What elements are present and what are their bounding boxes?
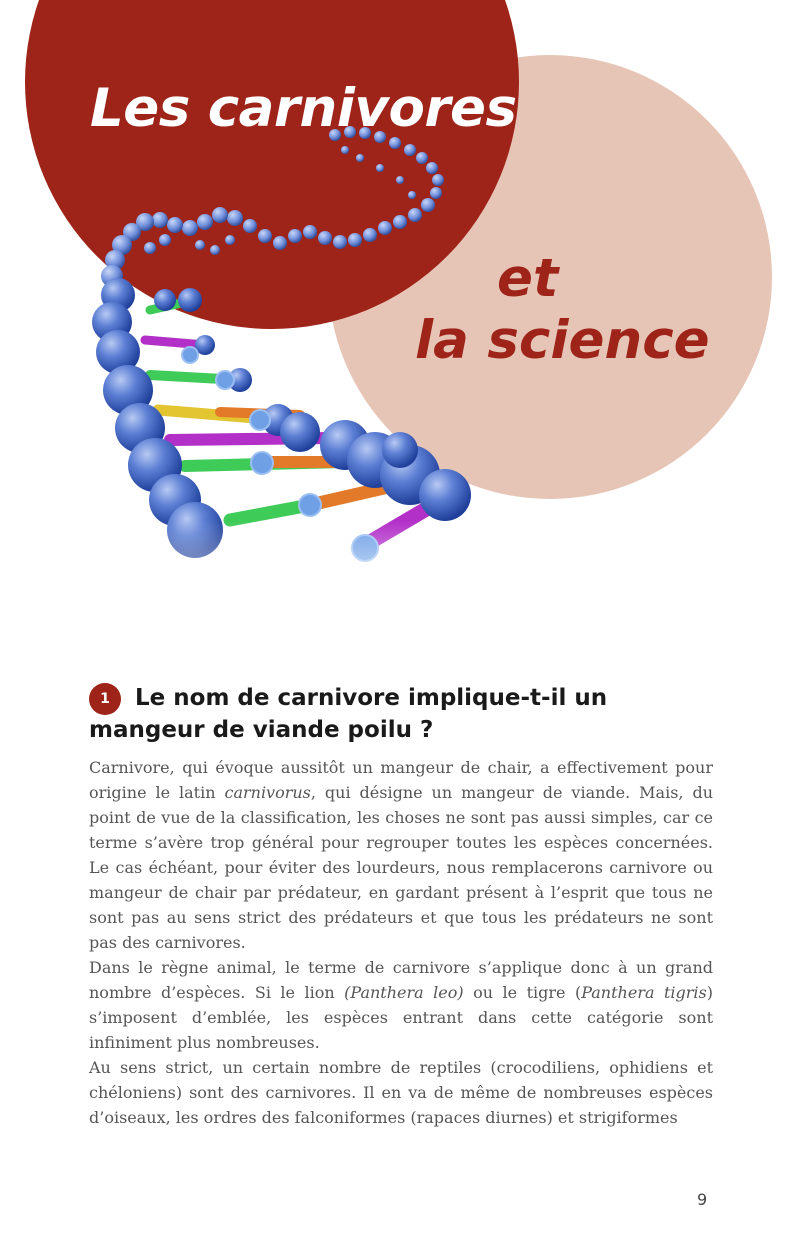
paragraph-1-text-b: , qui désigne un mangeur de viande. Mais, du point de vue de la classification, les choses ne sont pas aussi simples, car ce terme s’avère trop général pour regrouper toutes les espèces concernées. Le cas échéant, pour éviter des lourdeurs, nous remplacerons carnivore ou mangeur de chair par prédateur, en gardant présent à l’esprit que tous ne sont pas au sens strict des prédateurs et que tous les prédateurs ne sont pas des carnivores.	[89, 783, 713, 952]
paragraph-2-text-b: ou le tigre (	[463, 983, 582, 1002]
section-heading-text: Le nom de carnivore implique-t-il un mangeur de viande poilu ?	[89, 685, 608, 743]
paragraph-2-text-c: ) s’imposent d’emblée, les espèces entrant dans cette catégorie sont infiniment plus nombreuses.	[89, 983, 713, 1052]
dna-tail-strand	[101, 126, 444, 287]
paragraph-1-italic-latin: carnivorus	[224, 783, 311, 802]
paragraph-2	[89, 955, 713, 1055]
paragraph-1	[89, 755, 713, 955]
chapter-title: Les carnivores	[90, 78, 517, 139]
section-body	[89, 755, 713, 1130]
page-number: 9	[697, 1190, 708, 1209]
subtitle-line-et: et	[497, 248, 559, 309]
paragraph-3	[89, 1055, 713, 1130]
paragraph-1-text-a: Carnivore, qui évoque aussitôt un mangeur de chair, a effectivement pour origine le latin	[89, 758, 713, 802]
section-heading	[89, 683, 713, 746]
paragraph-2-italic-tiger: Panthera tigris	[581, 983, 707, 1002]
section-number-badge: 1	[89, 683, 121, 715]
section-1	[89, 683, 713, 1130]
paragraph-2-text-a: Dans le règne animal, le terme de carnivore s’applique donc à un grand nombre d’espèces. Si le lion	[89, 958, 713, 1002]
paragraph-3-text: Au sens strict, un certain nombre de reptiles (crocodiliens, ophidiens et chéloniens) sont des carnivores. Il en va de même de nombreuses espèces d’oiseaux, les ordres des falconiformes (rapaces diurnes) et strigiformes	[89, 1058, 713, 1127]
paragraph-2-italic-lion: (Panthera leo)	[344, 983, 464, 1002]
chapter-subtitle	[415, 248, 710, 372]
subtitle-line-science: la science	[415, 310, 710, 371]
